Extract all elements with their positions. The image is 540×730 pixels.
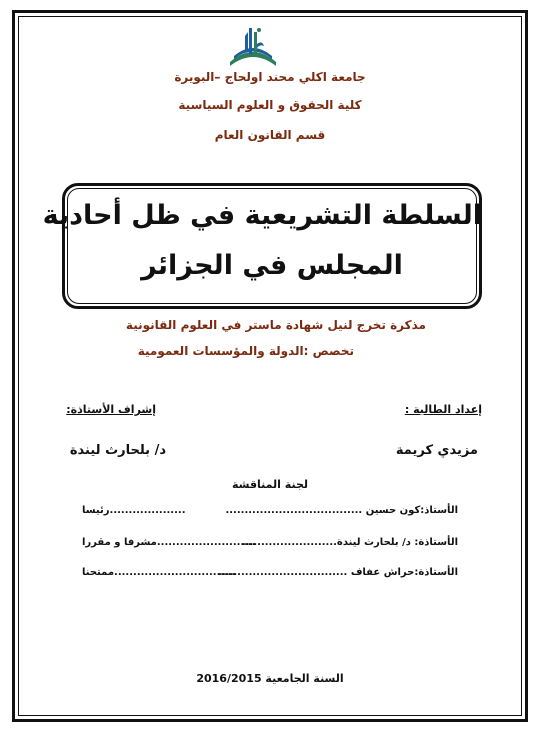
committee-member-3-name: الأستاذة:حراش عفاف .................................. — [218, 567, 458, 578]
supervisor-name: د/ بلحارث ليندة — [69, 443, 166, 458]
student-name: مزيدي كريمة — [395, 443, 478, 458]
committee-member-2-name: الأستاذة: د/ بلحارث ليندة......................... — [241, 537, 458, 548]
department-name: قسم القانون العام — [214, 128, 326, 142]
committee-heading: لجنة المناقشة — [231, 478, 308, 491]
supervisor-label: إشراف الأستاذة: — [66, 403, 156, 416]
university-logo-icon — [226, 22, 280, 70]
faculty-name: كلية الحقوق و العلوم السياسية — [178, 98, 362, 112]
thesis-title-line1: السلطة التشريعية في ظل أحادية — [42, 200, 482, 231]
committee-member-2-role: ..........................مشرفا و مقررا — [82, 537, 256, 548]
academic-year: السنة الجامعية 2016/2015 — [196, 672, 344, 685]
university-name: جامعة اكلي محند اولحاج –البويرة — [174, 70, 366, 84]
committee-member-1-name: الأستاذ:كون حسين .................................... — [225, 505, 458, 516]
committee-member-3-role: ................................ممتحنا — [82, 567, 236, 578]
thesis-title-line2: المجلس في الجزائر — [141, 250, 403, 281]
page-border-inner — [18, 16, 522, 716]
specialty: تخصص :الدولة والمؤسسات العمومية — [137, 344, 354, 358]
committee-member-1-role: ....................رئيسا — [82, 505, 186, 516]
student-label: إعداد الطالبة : — [404, 403, 482, 416]
memo-description: مذكرة تخرج لنيل شهادة ماستر في العلوم القانونية — [125, 318, 426, 332]
